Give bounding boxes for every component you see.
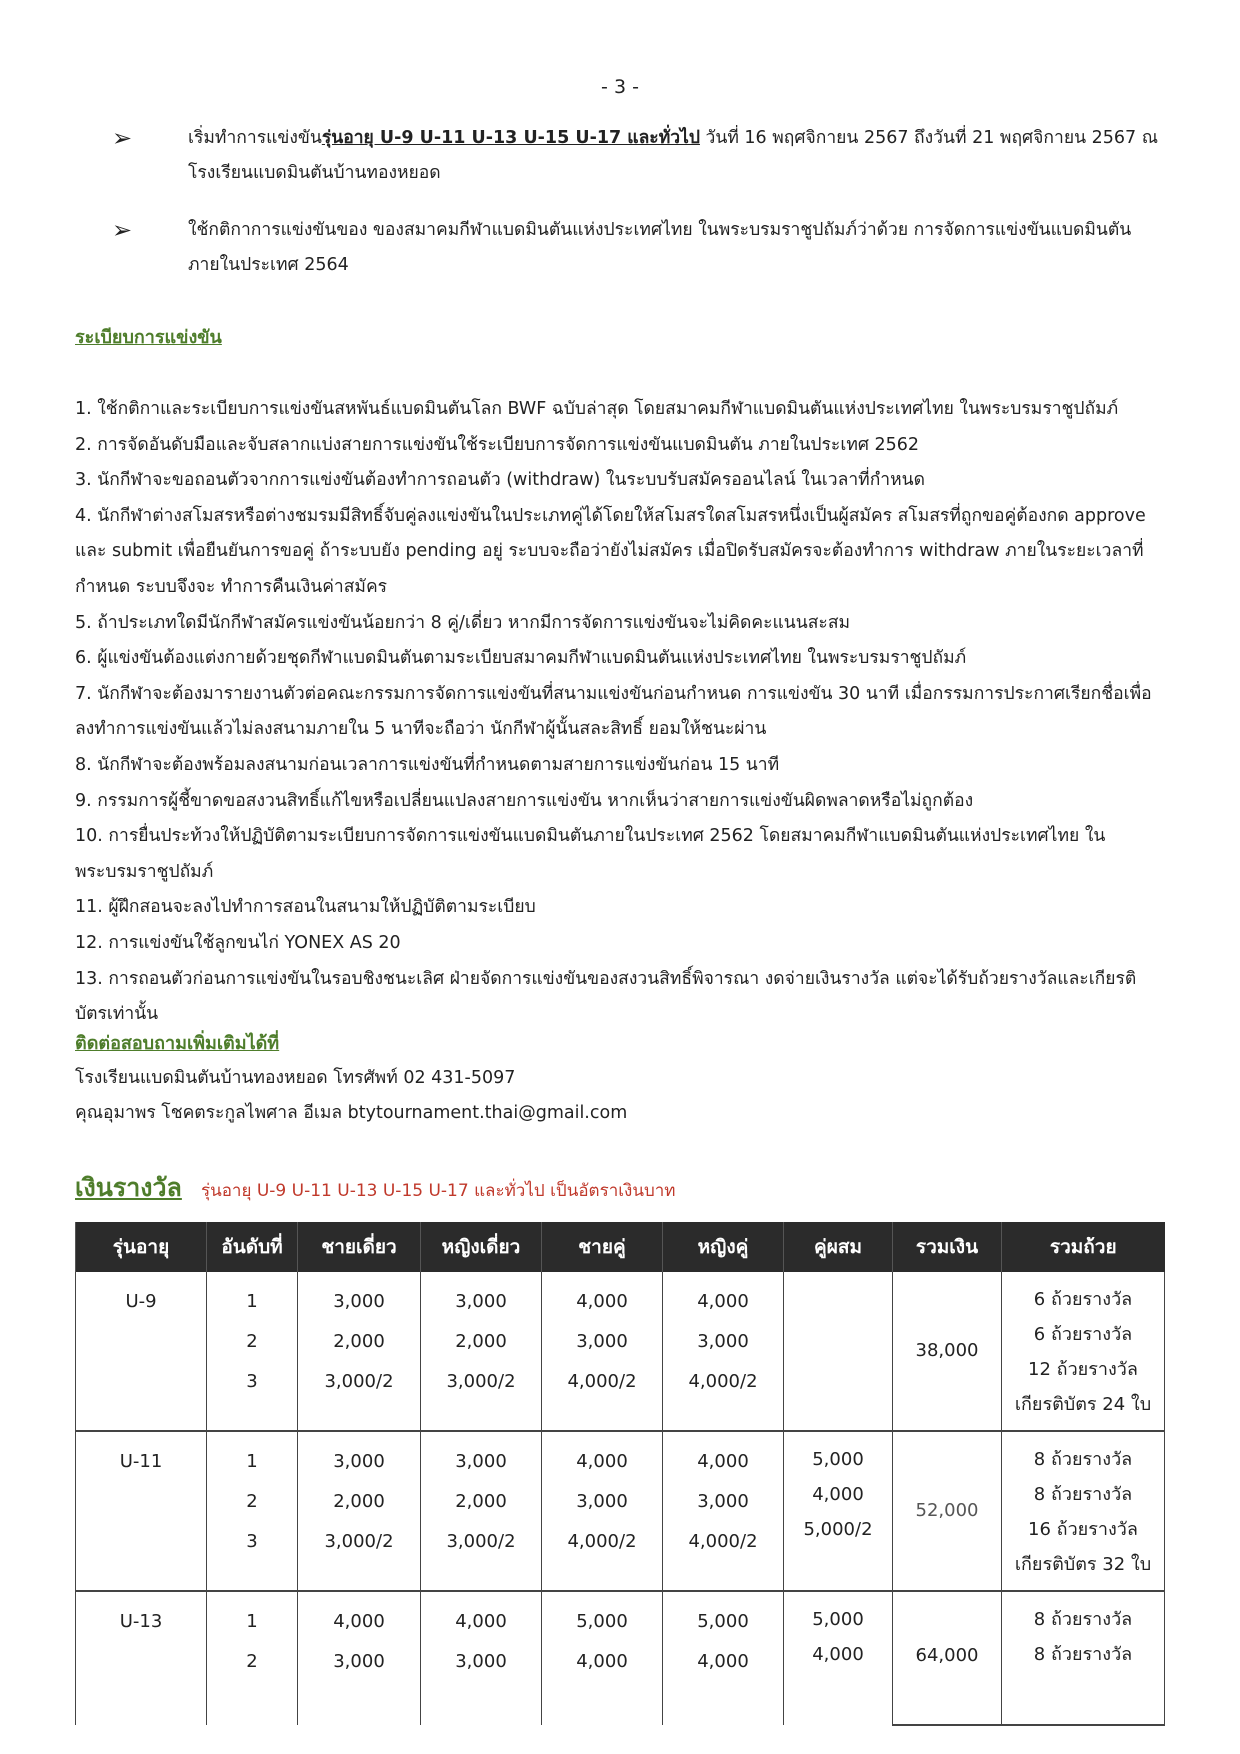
rule-item: 5. ถ้าประเภทใดมีนักกีฬาสมัครแข่งขันน้อยกว่า 8 คู่/เดี่ยว หากมีการจัดการแข่งขันจะไม่คิดคะแนนสะสม [75,612,851,633]
contact-person-email: คุณอุมาพร โชคตระกูลไพศาล อีเมล btytournament.thai@gmail.com [75,1103,628,1123]
rule-item: 6. ผู้แข่งขันต้องแต่งกายด้วยชุดกีฬาแบดมินตันตามระเบียบสมาคมกีฬาแบดมินตันแห่งประเทศไทย ในพระบรมราชูปถัมภ์ [75,648,967,669]
prize-table [75,1222,1165,1726]
rule-item: 4. นักกีฬาต่างสโมสรหรือต่างชมรมมีสิทธิ์จับคู่ลงแข่งขันในประเภทคู่ได้โดยให้สโมสรใดสโมสรหนึ่งเป็นผู้สมัคร สโมสรที่ถูกขอคู่ต้องกด approve และ submit เพื่อยืนยันการขอคู่ ถ้าระบบยัง pending อยู่ ระบบจะถือว่ายังไม่สมัคร เมื่อปิดรับสมัครจะต้องทำการ withdraw ภายในระยะเวลาที่กำหนด ระบบจึงจะ ทำการคืนเงินค่าสมัคร [75,505,1146,597]
rule-item: 11. ผู้ฝึกสอนจะลงไปทำการสอนในสนามให้ปฏิบัติตามระเบียบ [75,897,536,918]
contact-section [75,1026,1165,1131]
prize-subtitle: รุ่นอายุ U-9 U-11 U-13 U-15 U-17 และทั่วไป เป็นอัตราเงินบาท [200,1181,676,1201]
total-cell: 64,000 [893,1591,1002,1725]
xd-cell: 5,000 4,000 [784,1591,893,1725]
arrow-bullet-icon: ➢ [112,216,133,244]
rank-cell: 1 2 [207,1591,298,1725]
md-cell: 4,000 3,000 4,000/2 [542,1272,663,1431]
page-number: - 3 - [601,76,639,98]
col-mens-singles: ชายเดี่ยว [298,1222,421,1272]
md-cell: 5,000 4,000 [542,1591,663,1725]
rank-cell: 1 2 3 [207,1272,298,1431]
col-total-money: รวมเงิน [893,1222,1002,1272]
col-total-trophies: รวมถ้วย [1002,1222,1165,1272]
rule-item: 1. ใช้กติกาและระเบียบการแข่งขันสหพันธ์แบดมินตันโลก BWF ฉบับล่าสุด โดยสมาคมกีฬาแบดมินตันแห่งประเทศไทย ในพระบรมราชูปถัมภ์ [75,399,1119,419]
table-row-u11 [76,1431,1165,1591]
contact-school-phone: โรงเรียนแบดมินตันบ้านทองหยอด โทรศัพท์ 02 431-5097 [75,1068,516,1088]
bullet-rules-reference: ➢ ใช้กติกาการแข่งขันของ ของสมาคมกีฬาแบดมินตันแห่งประเทศไทย ในพระบรมราชูปถัมภ์ว่าด้วย การจัดการแข่งขันแบดมินตันภายในประเทศ 2564 [112,213,1172,283]
age-cell: U-9 [76,1272,207,1431]
age-groups-highlight: รุ่นอายุ U-9 U-11 U-13 U-15 U-17 และทั่วไป [321,128,700,148]
prize-heading [75,1168,676,1208]
col-womens-singles: หญิงเดี่ยว [421,1222,542,1272]
ms-cell: 3,000 2,000 3,000/2 [298,1431,421,1591]
age-cell: U-11 [76,1431,207,1591]
rank-cell: 1 2 3 [207,1431,298,1591]
md-cell: 4,000 3,000 4,000/2 [542,1431,663,1591]
prize-title: เงินรางวัล [75,1173,182,1202]
total-cell: 38,000 [893,1272,1002,1431]
rule-item: 2. การจัดอันดับมือและจับสลากแบ่งสายการแข่งขันใช้ระเบียบการจัดการแข่งขันแบดมินตัน ภายในประเทศ 2562 [75,434,920,455]
col-age-group: รุ่นอายุ [76,1222,207,1272]
age-cell: U-13 [76,1591,207,1725]
ws-cell: 3,000 2,000 3,000/2 [421,1431,542,1591]
cups-cell: 8 ถ้วยรางวัล 8 ถ้วยรางวัล 16 ถ้วยรางวัล เกียรติบัตร 32 ใบ [1002,1431,1165,1591]
rule-item: 7. นักกีฬาจะต้องมารายงานตัวต่อคณะกรรมการจัดการแข่งขันที่สนามแข่งขันก่อนกำหนด การแข่งขัน 30 นาที เมื่อกรรมการประกาศเรียกชื่อเพื่อลงทำการแข่งขันแล้วไม่ลงสนามภายใน 5 นาทีจะถือว่า นักกีฬาผู้นั้นสละสิทธิ์ ยอมให้ชนะผ่าน [75,683,1152,740]
bullet-schedule: ➢ เริ่มทำการแข่งขันรุ่นอายุ U-9 U-11 U-13 U-15 U-17 และทั่วไป วันที่ 16 พฤศจิกายน 2567 ถึงวันที่ 21 พฤศจิกายน 2567 ณ โรงเรียนแบดมินตันบ้านทองหยอด [112,121,1172,191]
xd-cell: 5,000 4,000 5,000/2 [784,1431,893,1591]
rule-item: 3. นักกีฬาจะขอถอนตัวจากการแข่งขันต้องทำการถอนตัว (withdraw) ในระบบรับสมัครออนไลน์ ในเวลาที่กำหนด [75,470,925,491]
col-mens-doubles: ชายคู่ [542,1222,663,1272]
wd-cell: 5,000 4,000 [663,1591,784,1725]
table-row-u9 [76,1272,1165,1431]
col-mixed-doubles: คู่ผสม [784,1222,893,1272]
rule-item: 8. นักกีฬาจะต้องพร้อมลงสนามก่อนเวลาการแข่งขันที่กำหนดตามสายการแข่งขันก่อน 15 นาที [75,754,780,775]
ms-cell: 3,000 2,000 3,000/2 [298,1272,421,1431]
table-row-u13 [76,1591,1165,1725]
rules-list [75,392,1165,1033]
cups-cell: 6 ถ้วยรางวัล 6 ถ้วยรางวัล 12 ถ้วยรางวัล เกียรติบัตร 24 ใบ [1002,1272,1165,1431]
cups-cell: 8 ถ้วยรางวัล 8 ถ้วยรางวัล [1002,1591,1165,1725]
ms-cell: 4,000 3,000 [298,1591,421,1725]
ws-cell: 3,000 2,000 3,000/2 [421,1272,542,1431]
xd-cell [784,1272,893,1431]
ws-cell: 4,000 3,000 [421,1591,542,1725]
contact-heading: ติดต่อสอบถามเพิ่มเติมได้ที่ [75,1033,280,1054]
table-header-row [76,1222,1165,1272]
rule-item: 13. การถอนตัวก่อนการแข่งขันในรอบชิงชนะเลิศ ฝ่ายจัดการแข่งขันของสงวนสิทธิ์พิจารณา งดจ่ายเงินรางวัล แต่จะได้รับถ้วยรางวัลและเกียรติบัตรเท่านั้น [75,968,1137,1025]
wd-cell: 4,000 3,000 4,000/2 [663,1431,784,1591]
arrow-bullet-icon: ➢ [112,124,133,152]
rule-item: 12. การแข่งขันใช้ลูกขนไก่ YONEX AS 20 [75,932,401,953]
rules-heading: ระเบียบการแข่งขัน [75,327,222,348]
wd-cell: 4,000 3,000 4,000/2 [663,1272,784,1431]
col-womens-doubles: หญิงคู่ [663,1222,784,1272]
col-rank: อันดับที่ [207,1222,298,1272]
rule-item: 10. การยื่นประท้วงให้ปฏิบัติตามระเบียบการจัดการแข่งขันแบดมินตันภายในประเทศ 2562 โดยสมาคมกีฬาแบดมินตันแห่งประเทศไทย ในพระบรมราชูปถัมภ์ [75,826,1106,882]
rule-item: 9. กรรมการผู้ชี้ขาดขอสงวนสิทธิ์แก้ไขหรือเปลี่ยนแปลงสายการแข่งขัน หากเห็นว่าสายการแข่งขันผิดพลาดหรือไม่ถูกต้อง [75,790,974,811]
total-cell: 52,000 [893,1431,1002,1591]
